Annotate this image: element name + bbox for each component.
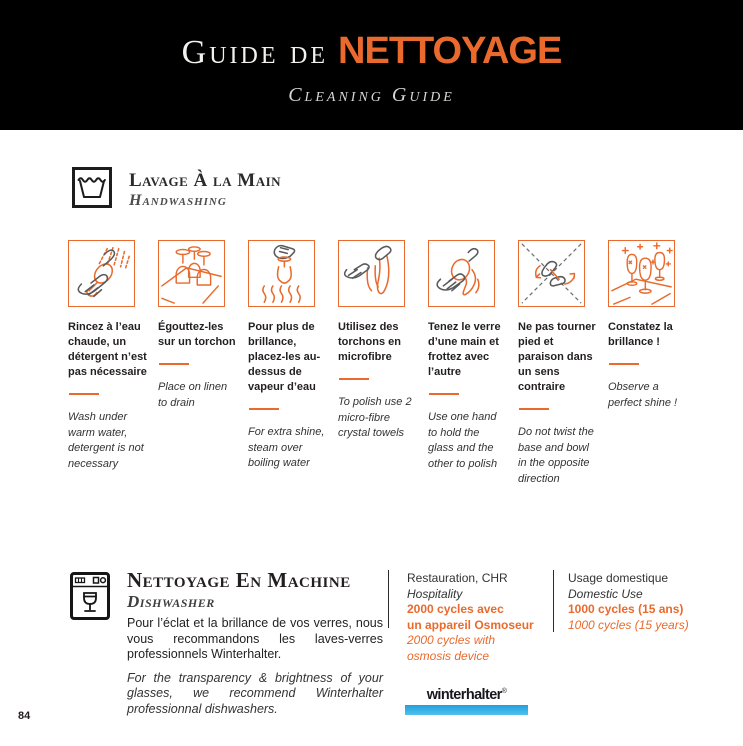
step-hold-polish [428, 240, 508, 487]
step-text-fr: Ne pas tourner pied et paraison dans un sens contraire [518, 321, 596, 393]
step-divider [159, 363, 189, 365]
page-number: 84 [18, 710, 31, 722]
step-text-fr: Rincez à l’eau chaude, un détergent n’est pas nécessaire [68, 321, 147, 378]
hospitality-cycles-fr-line2: un appareil Osmoseur [407, 617, 534, 632]
step-text-fr: Utilisez des torchons en microfibre [338, 321, 401, 363]
domestic-cycles-fr: 1000 cycles (15 ans) [568, 602, 684, 616]
hospitality-cycles-en-line2: osmosis device [407, 648, 490, 663]
hospitality-cycles-fr-line1: 2000 cycles avec [407, 602, 504, 616]
handwashing-title-en: Handwashing [129, 192, 227, 209]
step-text-en: Do not twist the base and bowl in the opposite direction [518, 426, 594, 485]
step-steam [248, 240, 328, 487]
step-drain [158, 240, 238, 487]
drain-on-linen-icon [158, 240, 225, 307]
machine-body-fr: Pour l’éclat et la brillance de vos verres, nous vous recommandons les laves-verres professionnels Winterhalter. [127, 616, 383, 661]
hospitality-cycles-block [407, 571, 549, 664]
machine-section [70, 570, 743, 746]
dishwasher-icon [70, 572, 110, 620]
page-title [0, 30, 743, 73]
step-divider [429, 393, 459, 395]
step-text-en: Observe a perfect shine ! [608, 381, 678, 409]
step-text-en: Place on linen to drain [158, 381, 228, 409]
step-divider [69, 393, 99, 395]
step-text-fr: Égouttez-les sur un torchon [158, 321, 236, 348]
step-shine [608, 240, 688, 487]
machine-title-fr: Nettoyage En Machine [127, 568, 351, 592]
winterhalter-logo [405, 684, 528, 715]
step-text-fr: Tenez le verre d’une main et frottez avec l’autre [428, 321, 501, 378]
step-rinse [68, 240, 148, 487]
winterhalter-wordmark: winterhalter® [426, 686, 507, 703]
header-band [0, 0, 743, 130]
handwashing-steps [68, 240, 698, 487]
hold-and-polish-icon [428, 240, 495, 307]
domestic-cycles-en: 1000 cycles (15 years) [568, 617, 689, 632]
rinse-spray-icon [68, 240, 135, 307]
machine-title-en: Dishwasher [127, 592, 215, 611]
step-text-en: To polish use 2 micro-fibre crystal towels [338, 396, 412, 439]
page-subtitle: Cleaning Guide [288, 84, 455, 106]
vertical-divider [388, 570, 389, 628]
step-microfibre [338, 240, 418, 487]
registered-mark: ® [501, 688, 507, 695]
step-no-twist [518, 240, 598, 487]
domestic-cycles-block [568, 571, 740, 633]
step-divider [249, 408, 279, 410]
no-twist-icon [518, 240, 585, 307]
steam-over-water-icon [248, 240, 315, 307]
domestic-label-fr: Usage domestique [568, 571, 669, 585]
vertical-divider [553, 570, 554, 632]
step-divider [519, 408, 549, 410]
step-divider [609, 363, 639, 365]
handwashing-title-fr: Lavage À la Main [129, 170, 282, 191]
handwash-basin-icon [72, 167, 112, 208]
perfect-shine-icon [608, 240, 675, 307]
hospitality-label-en: Hospitality [407, 586, 463, 601]
hospitality-label-fr: Restauration, CHR [407, 571, 508, 585]
handwashing-section-header [72, 167, 281, 209]
winterhalter-blue-bar [405, 705, 528, 715]
title-highlight: NETTOYAGE [338, 30, 562, 72]
domestic-label-en: Domestic Use [568, 586, 643, 601]
title-prefix: Guide de [181, 34, 329, 71]
step-text-en: For extra shine, steam over boiling water [248, 426, 325, 469]
step-text-en: Use one hand to hold the glass and the other to polish [428, 411, 498, 470]
step-text-en: Wash under warm water, detergent is not necessary [68, 411, 144, 470]
step-text-fr: Constatez la brillance ! [608, 321, 673, 348]
step-text-fr: Pour plus de brillance, placez-les au-dessus de vapeur d’eau [248, 321, 321, 393]
microfibre-towel-icon [338, 240, 405, 307]
machine-body-en: For the transparency & brightness of your glasses, we recommend Winterhalter professionnal dishwashers. [127, 670, 383, 716]
hospitality-cycles-en-line1: 2000 cycles with [407, 633, 496, 647]
step-divider [339, 378, 369, 380]
